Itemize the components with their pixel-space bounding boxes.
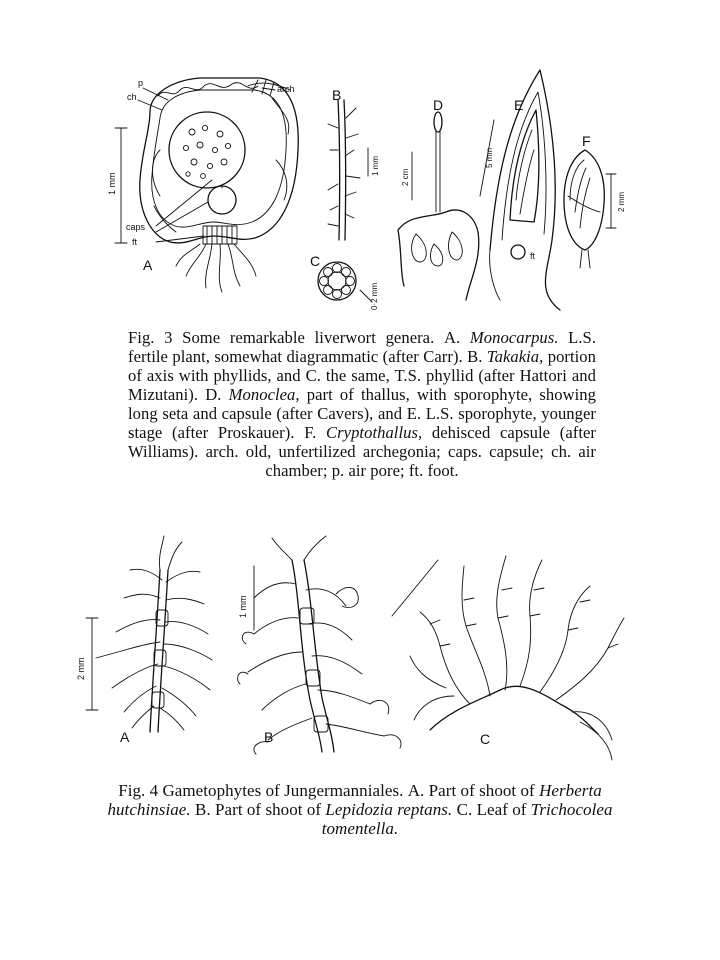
- fig3-panel-e-drawing: [490, 70, 560, 310]
- fig4-panel-c-drawing: [410, 556, 624, 760]
- fig3-label-p: p: [138, 78, 144, 88]
- fig3-f-scale-label: 2 mm: [617, 192, 626, 212]
- fig3-label-ft: ft: [132, 237, 138, 247]
- figure-3-caption: Fig. 3 Some remarkable liverwort genera. A. Monocarpus. L.S. fertile plant, somewhat diagrammatic (after Carr). B. Takakia, portion of axis with phyllids, and C. the same, T.S. phyllid (after Hattori and Mizutani). D. Monoclea, part of thallus, with sporophyte, showing long seta and capsule (after Cavers), and E. L.S. sporophyte, younger stage (after Proskauer). F. Cryptothallus, dehisced capsule (after Williams). arch. old, unfertilized archegonia; caps. capsule; ch. air chamber; p. air pore; ft. foot.: [128, 328, 597, 480]
- fig3-panel-label-e: E: [514, 97, 524, 113]
- fig3-panel-label-b: B: [332, 87, 342, 103]
- fig3-e-label-ft: ft: [530, 251, 536, 261]
- fig3-panel-a-drawing: [140, 78, 298, 292]
- fig3-label-caps: caps: [126, 222, 146, 232]
- fig3-panel-c-drawing: [318, 262, 356, 300]
- fig3-panel-b-drawing: [328, 100, 360, 240]
- fig4-caption-number: Fig. 4: [118, 781, 159, 800]
- fig3-c-scale-label: 0·2 mm: [370, 282, 379, 310]
- fig3-label-arch: arch: [277, 84, 295, 94]
- fig3-caption-number: Fig. 3: [128, 328, 173, 347]
- fig3-e-scale-label: 5 mm: [485, 148, 494, 168]
- fig4-c-scale-bar: [392, 560, 438, 616]
- figure-3-illustration: [0, 0, 720, 320]
- fig3-panel-f-drawing: [564, 150, 604, 268]
- fig3-d-scale-label: 2 cm: [401, 168, 410, 186]
- fig3-panel-label-c: C: [310, 253, 321, 269]
- fig3-panel-label-a: A: [143, 257, 153, 273]
- fig4-panel-label-a: A: [120, 729, 130, 745]
- fig3-b-scale-label: 1 mm: [371, 156, 380, 176]
- fig3-panel-label-d: D: [433, 97, 444, 113]
- figure-4-caption: Fig. 4 Gametophytes of Jungermanniales. A. Part of shoot of Herberta hutchinsiae. B. Part of shoot of Lepidozia reptans. C. Leaf of Trichocolea tomentella.: [107, 781, 613, 838]
- figure-4-illustration: [0, 520, 720, 780]
- fig3-panel-d-drawing: [398, 112, 479, 300]
- fig4-panel-a-drawing: [96, 536, 212, 732]
- fig4-a-scale-label: 2 mm: [76, 657, 86, 680]
- fig3-label-ch: ch: [127, 92, 137, 102]
- fig3-panel-label-f: F: [582, 133, 591, 149]
- fig4-panel-b-drawing: [238, 536, 401, 754]
- fig3-a-scale-label: 1 mm: [107, 172, 117, 195]
- fig4-panel-label-c: C: [480, 731, 491, 747]
- fig4-panel-label-b: B: [264, 729, 274, 745]
- fig4-b-scale-label: 1 mm: [238, 595, 248, 618]
